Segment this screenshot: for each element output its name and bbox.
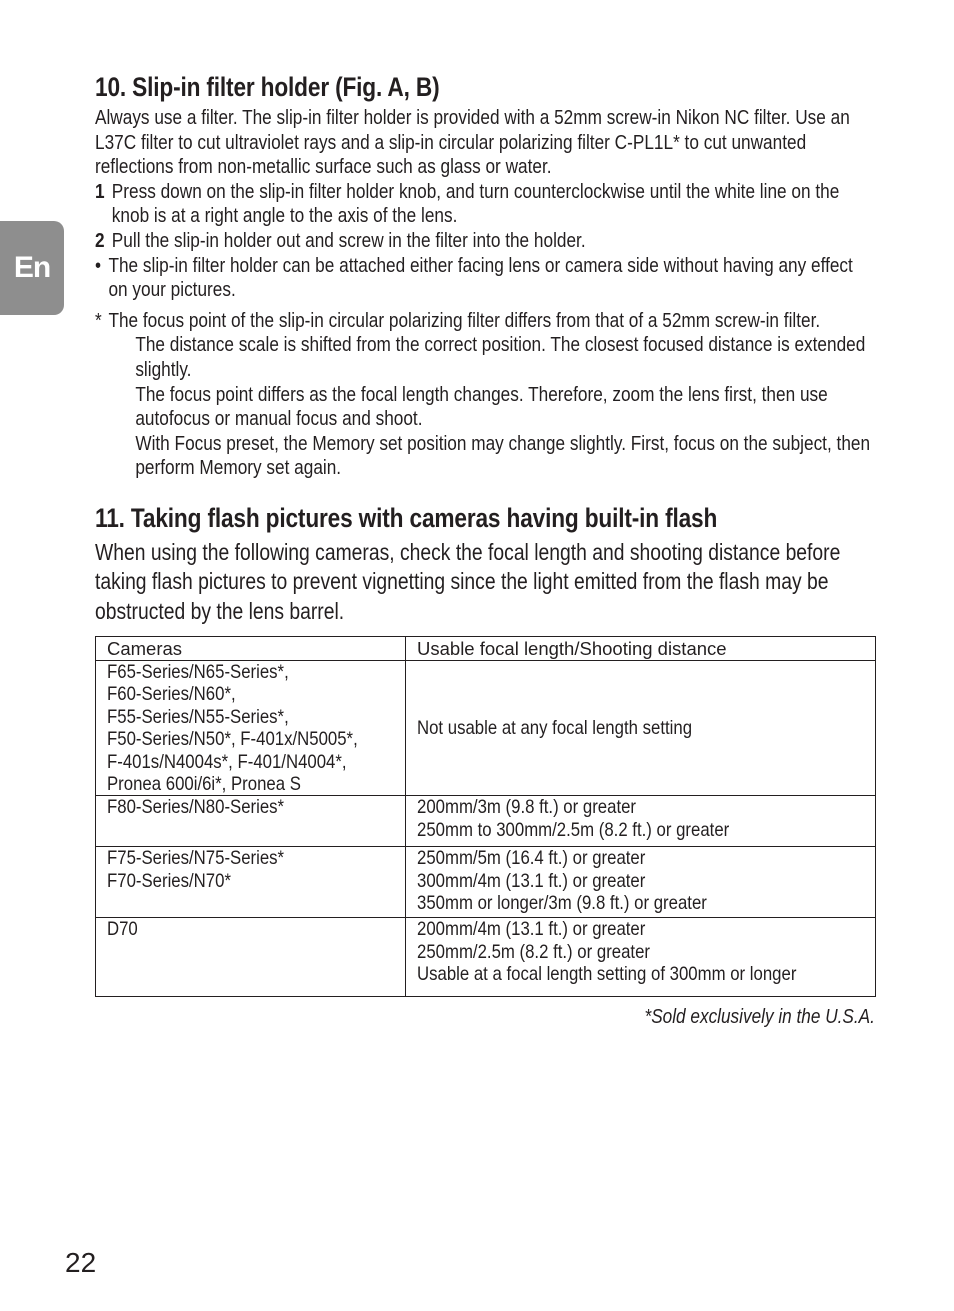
note-sub-2: The focus point differs as the focal length changes. Therefore, zoom the lens first, then use autofocus or manual focus and shoot. [135,382,828,431]
note-sub-3: With Focus preset, the Memory set position may change slightly. First, focus on the subject, then perform Memory set again. [135,431,871,480]
step-text: Press down on the slip-in filter holder knob, and turn counterclockwise until the white line on the knob is at a right angle to the axis of the lens. [111,179,840,228]
table-row [96,661,876,796]
language-tab: En [0,221,64,315]
note-line: The focus point of the slip-in circular polarizing filter differs from that of a 52mm screw-in filter. [108,308,821,332]
section-10 [95,68,877,481]
usage-cell: 200mm/4m (13.1 ft.) or greater 250mm/2.5m (8.2 ft.) or greater Usable at a focal length setting of 300mm or longer [406,918,876,997]
bullet-note [95,254,877,303]
table-row [96,796,876,847]
bullet-text: The slip-in filter holder can be attached either facing lens or camera side without having any effect on your pictures. [108,253,853,302]
table-row [96,847,876,918]
section-10-body [95,106,877,481]
section-10-intro: Always use a filter. The slip-in filter holder is provided with a 52mm screw-in Nikon NC filter. Use an L37C filter to cut ultraviolet rays and a slip-in circular polarizing filter C-PL1L* to cut unwanted reflections from non-metallic surface such as glass or water. [95,106,850,179]
section-11-title: 11. Taking flash pictures with cameras having built-in flash [95,502,718,533]
table-row [96,918,876,997]
page-number: 22 [65,1247,97,1278]
cameras-cell: F65-Series/N65-Series*, F60-Series/N60*, F55-Series/N55-Series*, F50-Series/N50*, F-401x/N5005*, F-401s/N4004s*, F-401/N4004*, Pronea 600i/6i*, Pronea S [96,661,406,796]
usage-cell: 200mm/3m (9.8 ft.) or greater 250mm to 300mm/2.5m (8.2 ft.) or greater [406,796,876,847]
step-number: 2 [95,228,105,252]
step-text: Pull the slip-in holder out and screw in the filter into the holder. [111,228,586,252]
step-number: 1 [95,179,105,203]
usage-cell: 250mm/5m (16.4 ft.) or greater 300mm/4m (13.1 ft.) or greater 350mm or longer/3m (9.8 ft.) or greater [406,847,876,918]
step-2 [95,229,877,254]
section-10-title: 10. Slip-in filter holder (Fig. A, B) [95,72,440,102]
cameras-cell: F80-Series/N80-Series* [96,796,406,847]
note-sub-1: The distance scale is shifted from the correct position. The closest focused distance is extended slightly. [135,333,866,381]
bullet-icon: • [95,253,102,277]
step-1 [95,180,877,229]
header-cameras: Cameras [96,637,406,661]
section-11-intro: When using the following cameras, check the focal length and shooting distance before taking flash pictures to prevent vignetting since the light emitted from the flash may be obstructed by the lens barrel. [95,538,841,624]
asterisk-icon: * [95,308,102,332]
section-11 [95,499,877,627]
header-usable: Usable focal length/Shooting distance [406,637,876,661]
cameras-cell: F75-Series/N75-Series* F70-Series/N70* [96,847,406,918]
table-header-row [96,637,876,661]
footnote: *Sold exclusively in the U.S.A. [644,1006,875,1028]
usage-cell: Not usable at any focal length setting [406,661,876,796]
page-content [95,68,877,626]
asterisk-note [95,309,877,481]
cameras-cell: D70 [96,918,406,997]
flash-compatibility-table [95,636,876,997]
